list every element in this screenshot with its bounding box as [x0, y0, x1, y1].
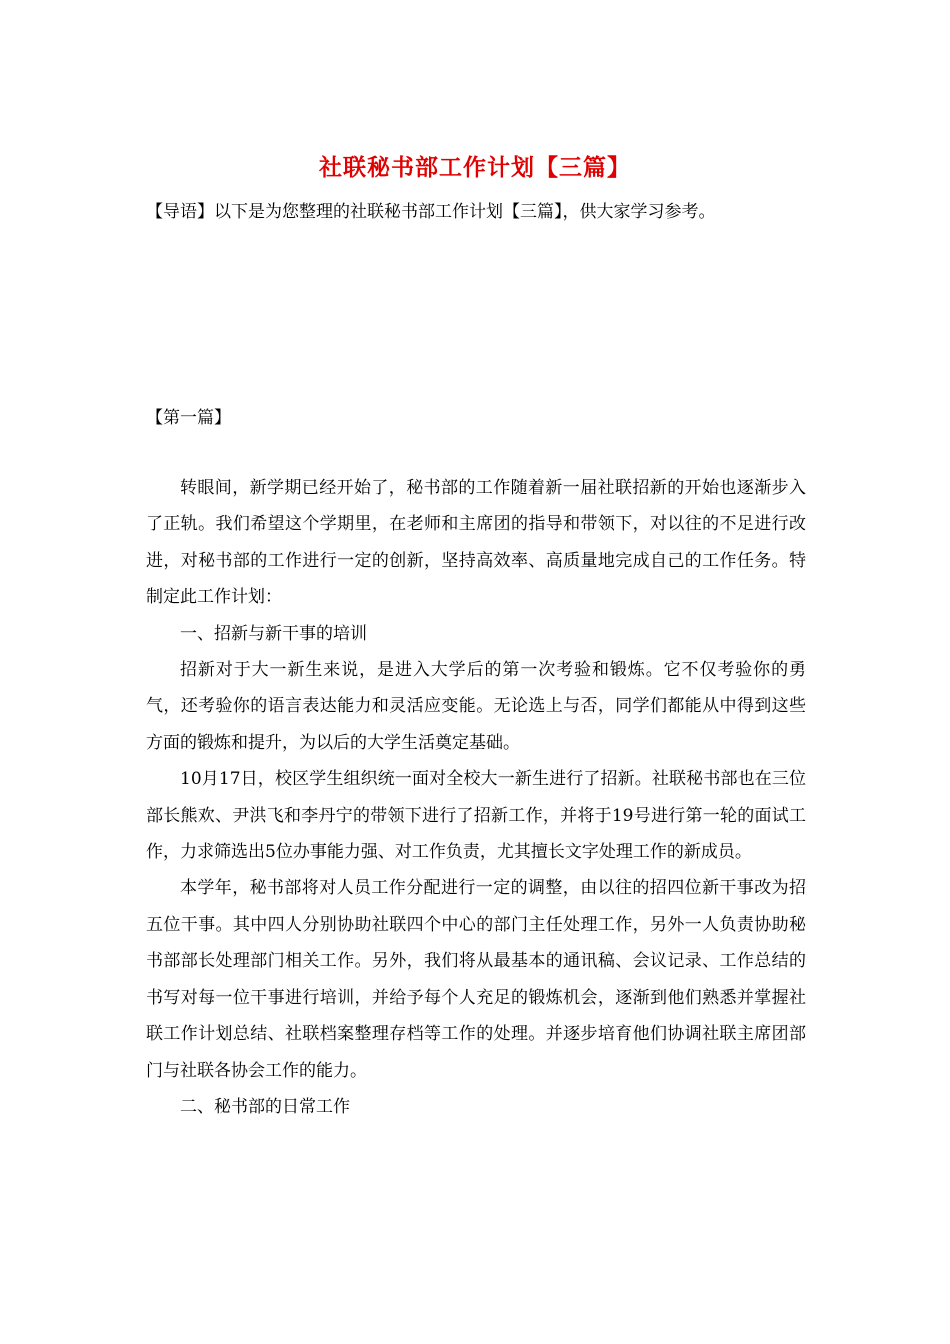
section-label: 【第一篇】	[146, 408, 231, 428]
paragraph: 招新对于大一新生来说，是进入大学后的第一次考验和锻炼。它不仅考验你的勇气，还考验你的语言表达能力和灵活应变能。无论选上与否，同学们都能从中得到这些方面的锻炼和提升，为以后的大学生活奠定基础。	[146, 660, 806, 753]
paragraph: 转眼间，新学期已经开始了，秘书部的工作随着新一届社联招新的开始也逐渐步入了正轨。我们希望这个学期里，在老师和主席团的指导和带领下，对以往的不足进行改进，对秘书部的工作进行一定的创新，坚持高效率、高质量地完成自己的工作任务。特制定此工作计划：	[146, 478, 806, 608]
document-title: 社联秘书部工作计划【三篇】	[319, 154, 631, 181]
subheading: 一、招新与新干事的培训	[180, 623, 367, 644]
body-text	[146, 470, 806, 1125]
paragraph: 本学年，秘书部将对人员工作分配进行一定的调整，由以往的招四位新干事改为招五位干事。其中四人分别协助社联四个中心的部门主任处理工作，另外一人负责协助秘书部部长处理部门相关工作。另外，我们将从最基本的通讯稿、会议记录、工作总结的书写对每一位干事进行培训，并给予每个人充足的锻炼机会，逐渐到他们熟悉并掌握社联工作计划总结、社联档案整理存档等工作的处理。并逐步培育他们协调社联主席团部门与社联各协会工作的能力。	[146, 878, 806, 1081]
intro-paragraph: 【导语】以下是为您整理的社联秘书部工作计划【三篇】，供大家学习参考。	[146, 202, 716, 222]
paragraph: 10月17日，校区学生组织统一面对全校大一新生进行了招新。社联秘书部也在三位部长熊欢、尹洪飞和李丹宁的带领下进行了招新工作，并将于19号进行第一轮的面试工作，力求筛选出5位办事能力强、对工作负责，尤其擅长文字处理工作的新成员。	[146, 769, 806, 863]
subheading: 二、秘书部的日常工作	[180, 1096, 350, 1117]
